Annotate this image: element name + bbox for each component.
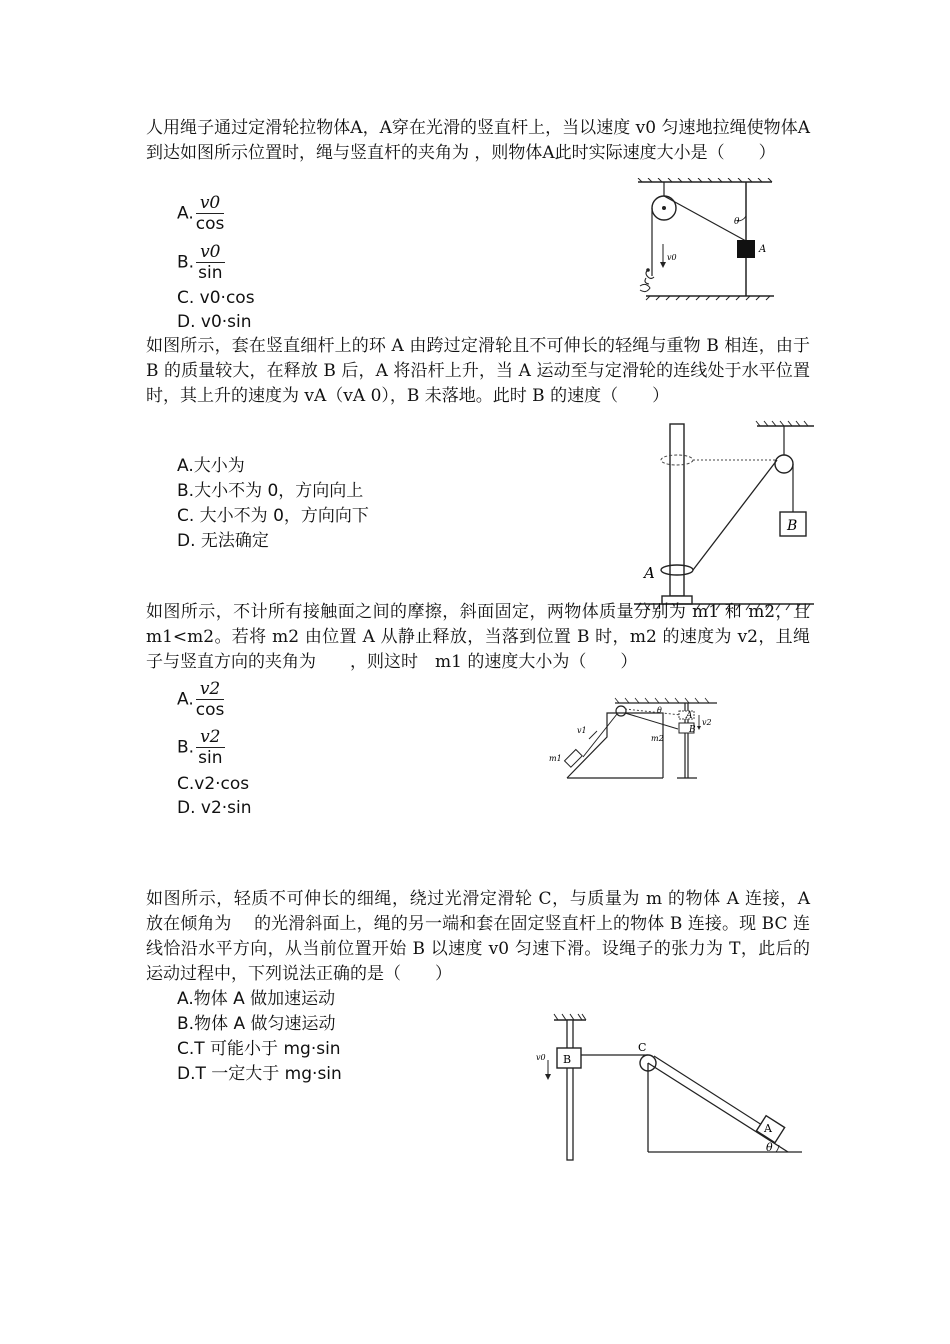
q2-pulley-icon: [775, 455, 793, 473]
q3-v2-label: v2: [702, 718, 712, 727]
q3-option-a[interactable]: A. $\frac{v2}{\cos}$: [177, 679, 225, 720]
q1-option-b-denominator: sin: [198, 263, 223, 283]
q3-figure: [545, 695, 720, 790]
q3-pulley-icon: [616, 706, 626, 716]
q1-option-b[interactable]: B. $\frac{v0}{\sin}$: [177, 242, 225, 283]
q4-figure: [530, 1012, 810, 1167]
q3-option-d[interactable]: D. v2·sin: [177, 798, 252, 818]
q1-figure: [636, 178, 776, 304]
q4-velocity-label: v0: [536, 1053, 546, 1062]
q3-v1-label: v1: [577, 726, 587, 735]
q4-a-label: A: [764, 1122, 772, 1135]
q4-stem: 如图所示，轻质不可伸长的细绳，绕过光滑定滑轮 C，与质量为 m 的物体 A 连接，A 放在倾角为 的光滑斜面上，绳的另一端和套在固定竖直杆上的物体 B 连接。现 BC 连线恰沿水平方向，从当前位置开始 B 以速度 v0 匀速下滑。设绳子的张力为 T，此后的运动过程中，下列说法正确的是（ ）: [146, 889, 810, 984]
q1-stem: 人用绳子通过定滑轮拉物体A，A穿在光滑的竖直杆上，当以速度 v0 匀速地拉绳使物体A到达如图所示位置时，绳与竖直杆的夹角为 ，则物体A此时实际速度大小是（ ）: [146, 118, 810, 163]
q2-stem: 如图所示，套在竖直细杆上的环 A 由跨过定滑轮且不可伸长的轻绳与重物 B 相连，由于 B 的质量较大，在释放 B 后，A 将沿杆上升，当 A 运动至与定滑轮的连线处于水平位置时，其上升的速度为 vA（vA 0），B 未落地。此时 B 的速度（ ）: [146, 336, 810, 406]
q2-weight-label: B: [787, 518, 798, 534]
q1-option-c[interactable]: C. v0·cos: [177, 288, 255, 308]
q4-c-label: C: [638, 1041, 647, 1054]
q3-option-b-numerator: v2: [196, 727, 224, 748]
q3-option-c[interactable]: C.v2·cos: [177, 774, 250, 794]
q3-pos-b-label: B: [689, 725, 696, 735]
q3-option-b-denominator: sin: [198, 748, 223, 768]
q3-stem: 如图所示，不计所有接触面之间的摩擦，斜面固定，两物体质量分别为 m1 和 m2，且 m1<m2。若将 m2 由位置 A 从静止释放，当落到位置 B 时，m2 的速度为 v2，且绳子与竖直方向的夹角为 ，则这时 m1 的速度大小为（ ）: [146, 602, 810, 672]
q4-angle-label: θ: [766, 1141, 773, 1154]
q3-m1-label: m1: [549, 754, 562, 763]
q4-option-c[interactable]: C.T 可能小于 mg·sin: [177, 1039, 341, 1059]
q1-option-a-denominator: cos: [195, 214, 225, 234]
q3-angle-label: θ: [657, 706, 662, 715]
q4-option-b[interactable]: B.物体 A 做匀速运动: [177, 1014, 336, 1034]
q1-block-a: [737, 240, 755, 258]
q3-pos-a-label: A: [686, 711, 693, 721]
q4-option-a[interactable]: A.物体 A 做加速运动: [177, 989, 336, 1009]
q2-option-a[interactable]: A.大小为: [177, 456, 245, 476]
q1-angle-label: θ: [734, 217, 740, 227]
q4-option-d[interactable]: D.T 一定大于 mg·sin: [177, 1064, 342, 1084]
q1-option-d[interactable]: D. v0·sin: [177, 312, 252, 332]
q2-ring-label: A: [644, 564, 655, 582]
q1-option-a-numerator: v0: [196, 193, 225, 214]
q3-option-a-numerator: v2: [196, 679, 225, 700]
q1-block-label: A: [759, 244, 767, 255]
q2-option-c[interactable]: C. 大小不为 0，方向向下: [177, 506, 369, 526]
q3-m2-label: m2: [651, 734, 664, 743]
q1-option-b-numerator: v0: [196, 242, 224, 263]
q3-option-a-denominator: cos: [195, 700, 225, 720]
q2-option-b[interactable]: B.大小不为 0，方向向上: [177, 481, 364, 501]
q1-hand-icon: [645, 270, 654, 284]
q3-option-b[interactable]: B. $\frac{v2}{\sin}$: [177, 727, 225, 768]
q2-figure: [632, 420, 817, 615]
q1-option-a[interactable]: A. $\frac{v0}{\cos}$: [177, 193, 225, 234]
q1-velocity-label: v0: [667, 253, 677, 262]
q4-b-label: B: [563, 1053, 572, 1066]
q2-option-d[interactable]: D. 无法确定: [177, 531, 269, 551]
